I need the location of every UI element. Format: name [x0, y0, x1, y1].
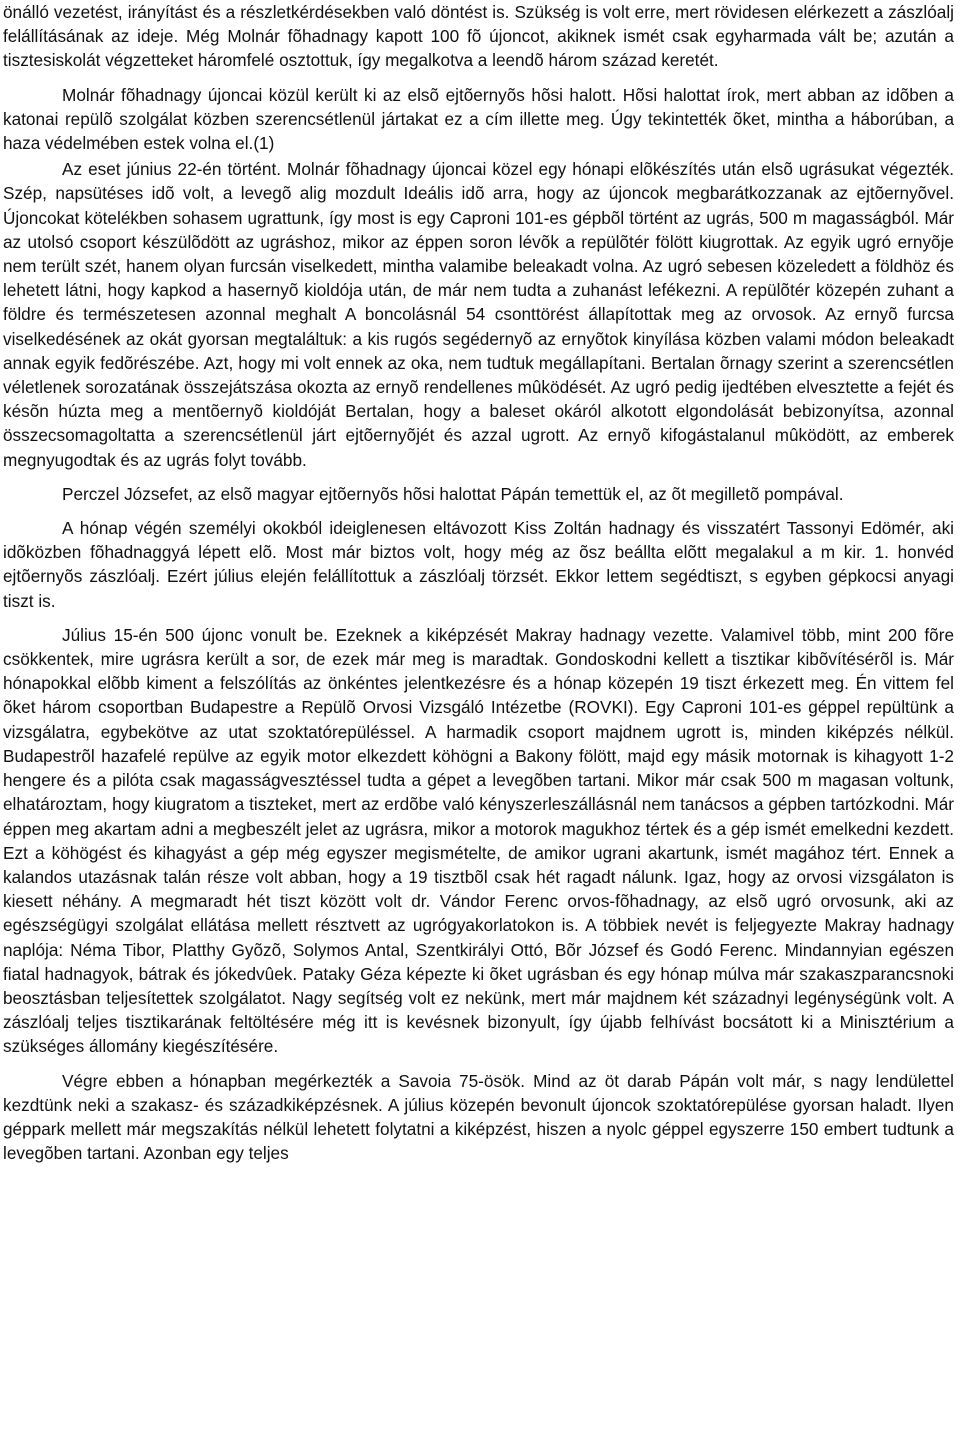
paragraph-7: Végre ebben a hónapban megérkezték a Savoia 75-ösök. Mind az öt darab Pápán volt már, s nagy lendülettel kezdtünk neki a szakasz- és századkiképzésnek. A július közepén bevonult újoncok szoktatórepülése gyorsan haladt. Ilyen géppark mellett már megszakítás nélkül lehetett folytatni a kiképzést, hiszen a nyolc géppel egyszerre 150 embert tudtunk a levegõben tartani. Azonban egy teljes	[3, 1070, 954, 1164]
paragraph-3: Az eset június 22-én történt. Molnár fõhadnagy újoncai közel egy hónapi elõkészítés után elsõ ugrásukat végezték. Szép, napsütéses idõ volt, a levegõ alig mozdult Ideális idõ arra, hogy az újoncok megbarátkozzanak az ejtõernyõvel. Újoncokat kötelékben sohasem ugrattunk, így most is egy Caproni 101-es gépbõl történt az ugrás, 500 m magasságból. Már az utolsó csoport készülõdött az ugráshoz, mikor az éppen soron lévõk a repülõtér fölött kiugrottak. Az egyik ugró ernyõje nem terült szét, hanem olyan furcsán viselkedett, mintha valamibe beleakadt volna. Az ugró sebesen közeledett a földhöz és lehetett látni, hogy kapkod a hasernyõ kioldója után, de már nem tudta a zuhanást lefékezni. A repülõtér közepén zuhant a földre és természetesen azonnal meghalt A boncolásnál 54 csonttörést állapítottak meg az orvosok. Az ernyõ furcsa viselkedésének az okát gyorsan megtaláltuk: a kis rugós segédernyõ az ernyõtok kinyílása közben valami módon beleakadt annak egyik fedõrészébe. Azt, hogy mi volt ennek az oka, nem tudtuk megállapítani. Bertalan õrnagy szerint a szerencsétlen véletlenek sorozatának összejátszása okozta az ernyõ rendellenes mûködését. Az ugró pedig ijedtében elvesztette a fejét és késõn húzta meg a mentõernyõ kioldóját Bertalan, hogy a baleset okáról alkotott elgondolását bebizonyítsa, azonnal összecsomagoltatta a szerencsétlenül járt ejtõernyõjét és azzal ugrott. Az ernyõ kifogástalanul mûködött, az emberek megnyugodtak és az ugrás folyt tovább.	[3, 159, 954, 470]
document-page	[3, 0, 954, 1165]
paragraph-4: Perczel Józsefet, az elsõ magyar ejtõernyõs hõsi halottat Pápán temettük el, az õt megilletõ pompával.	[62, 483, 844, 504]
paragraph-6: Július 15-én 500 újonc vonult be. Ezeknek a kiképzését Makray hadnagy vezette. Valamivel több, mint 200 fõre csökkentek, mire ugrásra került a sor, de ezek már meg is maradtak. Gondoskodni kellett a tisztikar kibõvítésérõl is. Már hónapokkal elõbb kiment a felszólítás az önkéntes jelentkezésre és a hónap közepén 19 tiszt érkezett meg. Én vittem fel õket három csoportban Budapestre a Repülõ Orvosi Vizsgáló Intézetbe (ROVKI). Egy Caproni 101-es géppel repültünk a vizsgálatra, egybekötve az utat szoktatórepüléssel. A harmadik csoport majdnem ugrott is, minden kiképzés nélkül. Budapestrõl hazafelé repülve az egyik motor elkezdett köhögni a Bakony fölött, majd egy másik motornak is kihagyott 1-2 hengere és a pilóta csak magasságvesztéssel tudta a gépet a levegõben tartani. Mikor már csak 500 m magasan voltunk, elhatároztam, hogy kiugratom a tiszteket, mert az erdõbe való kényszerleszállásnál nem tanácsos a gépben tartózkodni. Már éppen meg akartam adni a megbeszélt jelet az ugrásra, mikor a motorok magukhoz tértek és a gép ismét emelkedni kezdett. Ezt a köhögést és kihagyást a gép még egyszer megismételte, de amikor ugrani akartunk, ismét magához tért. Ennek a kalandos utazásnak talán része volt abban, hogy a 19 tisztbõl csak hét ragadt nálunk. Igaz, hogy az orvosi vizsgálaton is kiesett néhány. A megmaradt hét tiszt között volt dr. Vándor Ferenc orvos-fõhadnagy, az elsõ ugró orvosunk, aki az egészségügyi szolgálat ellátása mellett résztvett az ugrógyakorlatokon is. A többiek nevét is feljegyezte Makray hadnagy naplója: Néma Tibor, Platthy Gyõzõ, Solymos Antal, Szentkirályi Ottó, Bõr József és Godó Ferenc. Mindannyian egészen fiatal hadnagyok, bátrak és jókedvûek. Pataky Géza képezte ki õket ugrásban és egy hónap múlva már szakaszparancsnoki beosztásban teljesítettek szolgálatot. Nagy segítség volt ez nekünk, mert már majdnem két századnyi legénységünk volt. A zászlóalj teljes tisztikarának feltöltésére még itt is kevésnek bizonyult, így újabb felhívást bocsátott ki a Minisztérium a szükséges állomány kiegészítésére.	[3, 624, 954, 1057]
paragraph-1: önálló vezetést, irányítást és a részletkérdésekben való döntést is. Szükség is volt erre, mert rövidesen elérkezett a zászlóalj felállításának az ideje. Még Molnár fõhadnagy kapott 100 fõ újoncot, akiknek ismét csak egyharmada vált be; azután a tisztesiskolát végzetteket háromfelé osztottuk, így megalkotva a leendõ három század keretét.	[3, 2, 954, 71]
paragraph-5: A hónap végén személyi okokból ideiglenesen eltávozott Kiss Zoltán hadnagy és visszatért Tassonyi Edömér, aki idõközben fõhadnaggyá lépett elõ. Most már biztos volt, hogy még az õsz beállta elõtt megalakul a m kir. 1. honvéd ejtõernyõs zászlóalj. Ezért július elején felállítottuk a zászlóalj törzsét. Ekkor lettem segédtiszt, s egyben gépkocsi anyagi tiszt is.	[3, 518, 954, 611]
paragraph-2: Molnár fõhadnagy újoncai közül került ki az elsõ ejtõernyõs hõsi halott. Hõsi halottat írok, mert abban az idõben a katonai repülõ szolgálat közben szerencsétlenül jártakat ez a cím illette meg. Úgy tekintették õket, mintha a háborúban, a haza védelmében estek volna el.(1)	[3, 84, 954, 154]
